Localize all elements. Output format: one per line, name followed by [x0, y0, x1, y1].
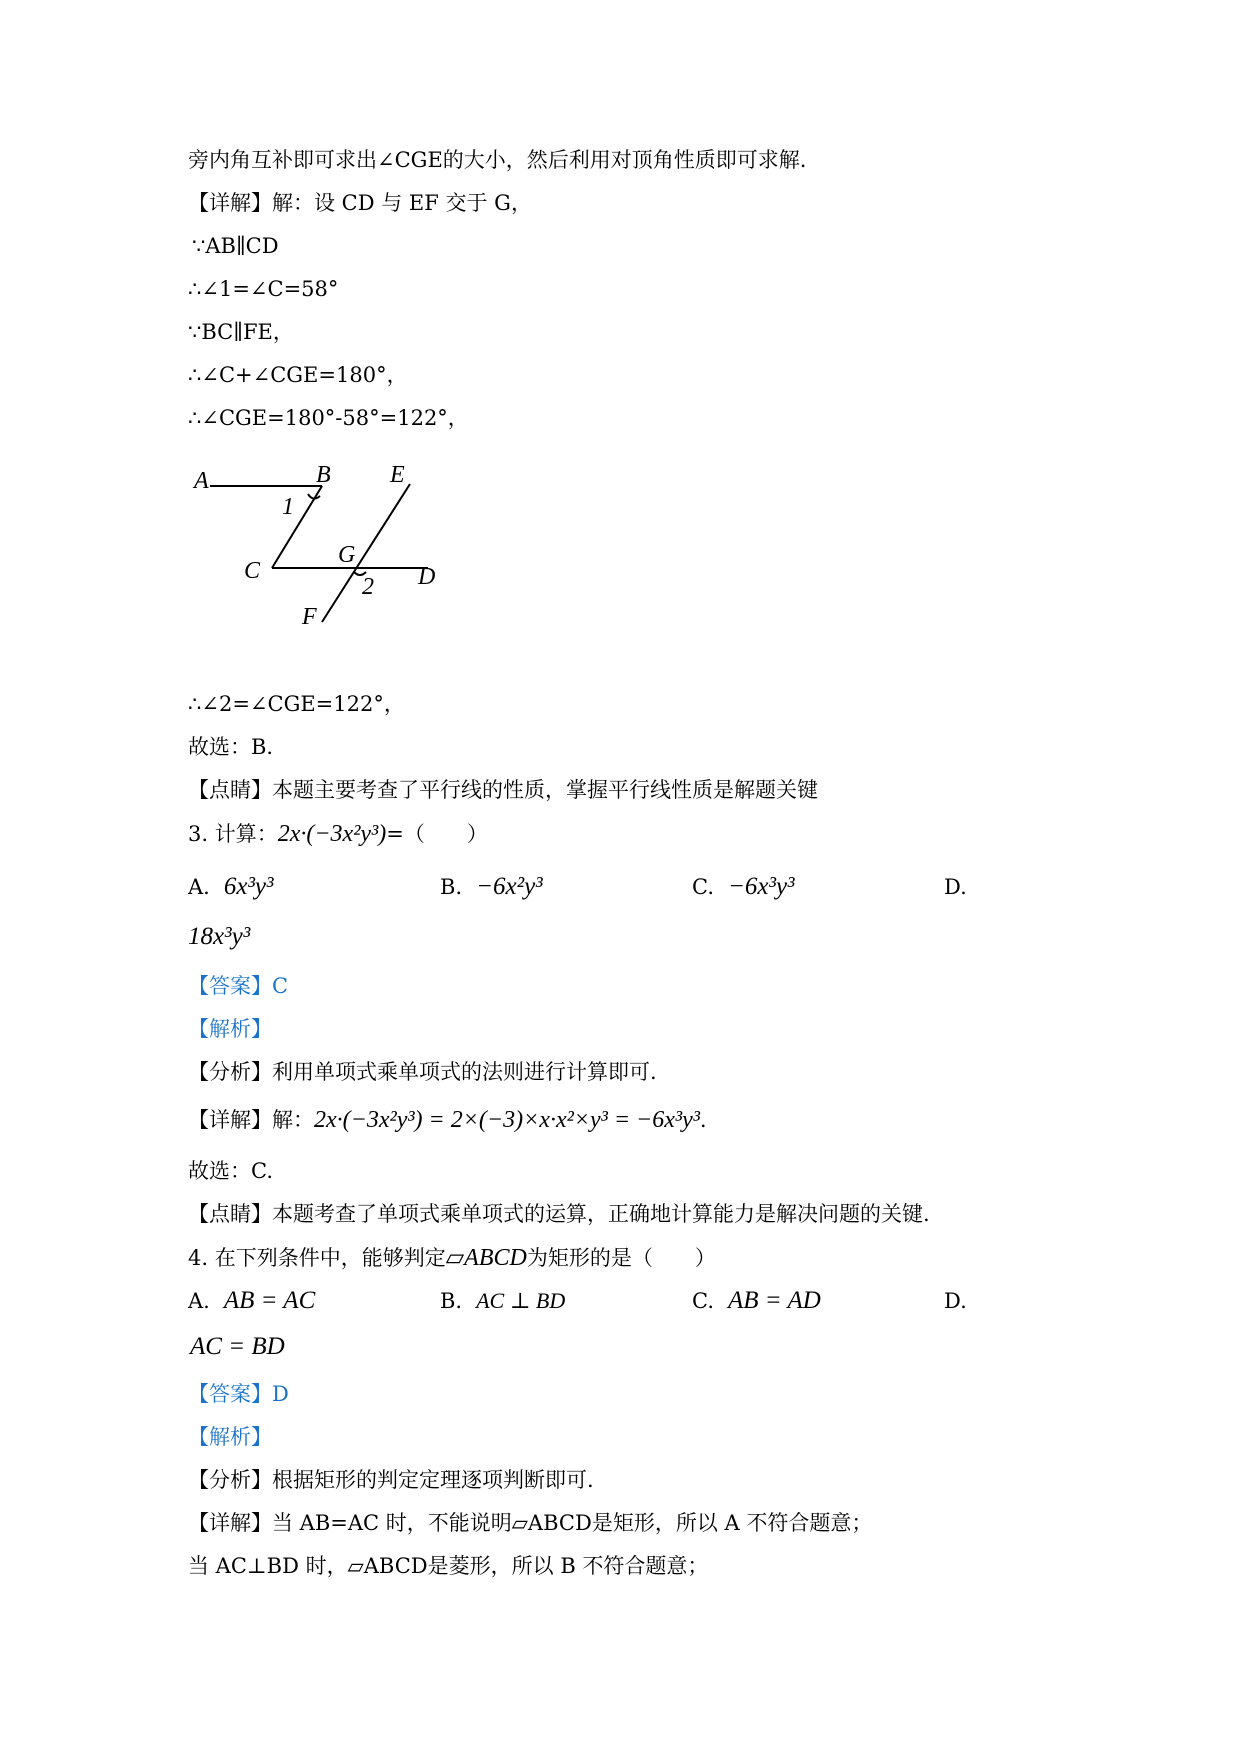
solution-line	[188, 1106, 707, 1134]
answer-label: 【答案】D	[188, 1382, 289, 1406]
q3-option-a	[188, 872, 274, 902]
option-label: B.	[440, 1289, 463, 1313]
solution-suffix: .	[699, 1108, 707, 1132]
question-3	[188, 820, 488, 848]
parallel-lines-figure	[186, 452, 452, 632]
text-line: ∴∠2=∠CGE=122°，	[188, 692, 405, 716]
q3-option-d	[944, 872, 967, 902]
option-value: 18x³y³	[188, 923, 251, 950]
point-label-g: G	[338, 542, 356, 568]
option-value: AC = BD	[190, 1333, 285, 1360]
math-expression: ▱ABCD	[445, 1245, 527, 1271]
question-suffix: 为矩形的是（ ）	[526, 1246, 716, 1270]
text-line: 【详解】当 AB=AC 时，不能说明▱ABCD是矩形，所以 A 不符合题意；	[188, 1511, 873, 1535]
point-label-b: B	[316, 462, 331, 488]
question-prefix: 4. 在下列条件中，能够判定	[188, 1246, 446, 1270]
point-label-f: F	[302, 604, 317, 630]
option-value: AB = AC	[223, 1287, 316, 1314]
option-label: A.	[188, 875, 210, 899]
angle-label-2: 2	[362, 574, 374, 600]
option-label: B.	[440, 875, 463, 899]
math-expression: 2x·(−3x²y³) = 2×(−3)×x·x²×y³ = −6x³y³	[314, 1107, 700, 1133]
text-line: 【点睛】本题考查了单项式乘单项式的运算，正确地计算能力是解决问题的关键.	[188, 1202, 930, 1226]
text-line: ∴∠C+∠CGE=180°，	[188, 363, 408, 387]
text-line: 故选：B.	[188, 735, 274, 759]
text-line: 故选：C.	[188, 1159, 273, 1183]
text-line: 【点睛】本题主要考查了平行线的性质，掌握平行线性质是解题关键	[188, 778, 818, 802]
solution-prefix: 【详解】解：	[188, 1108, 314, 1132]
q3-option-c	[692, 872, 795, 902]
option-label: A.	[188, 1289, 210, 1313]
option-value: −6x³y³	[728, 873, 795, 900]
option-value: AB = AD	[728, 1287, 821, 1314]
text-line: ∴∠1=∠C=58°	[188, 277, 339, 301]
q4-option-c	[692, 1286, 821, 1316]
text-line: 当 AC⊥BD 时，▱ABCD是菱形，所以 B 不符合题意；	[188, 1554, 709, 1578]
point-label-e: E	[390, 462, 405, 488]
q4-option-d	[944, 1286, 967, 1316]
option-label: D.	[944, 1289, 967, 1313]
text-line: 【分析】利用单项式乘单项式的法则进行计算即可.	[188, 1060, 657, 1084]
question-suffix: =（ ）	[386, 822, 488, 846]
text-line: 【分析】根据矩形的判定定理逐项判断即可.	[188, 1468, 594, 1492]
question-prefix: 3. 计算：	[188, 822, 278, 846]
analysis-label: 【解析】	[188, 1425, 272, 1449]
option-value: 6x³y³	[223, 873, 274, 900]
option-value: AC ⊥ BD	[476, 1288, 566, 1313]
analysis-label: 【解析】	[188, 1017, 272, 1041]
option-label: D.	[944, 875, 967, 899]
point-label-a: A	[194, 468, 209, 494]
point-label-d: D	[418, 564, 436, 590]
option-value: −6x²y³	[476, 873, 543, 900]
text-line: ∵AB∥CD	[192, 234, 279, 258]
math-expression: 2x·(−3x²y³)	[277, 821, 387, 847]
text-line: ∴∠CGE=180°-58°=122°，	[188, 406, 469, 430]
option-label: C.	[692, 875, 714, 899]
answer-label: 【答案】C	[188, 974, 289, 998]
text-line: ∵BC∥FE，	[188, 320, 294, 344]
point-label-c: C	[244, 558, 261, 584]
q4-option-b	[440, 1286, 565, 1316]
q4-option-d-value	[176, 1332, 285, 1362]
option-label: C.	[692, 1289, 714, 1313]
angle-label-1: 1	[282, 494, 294, 520]
question-4	[188, 1244, 716, 1272]
q4-option-a	[188, 1286, 315, 1316]
q3-option-b	[440, 872, 543, 902]
text-line: 【详解】解：设 CD 与 EF 交于 G，	[188, 191, 532, 215]
text-line: 旁内角互补即可求出∠CGE的大小，然后利用对顶角性质即可求解.	[188, 148, 807, 172]
q3-option-d-value	[174, 922, 250, 952]
